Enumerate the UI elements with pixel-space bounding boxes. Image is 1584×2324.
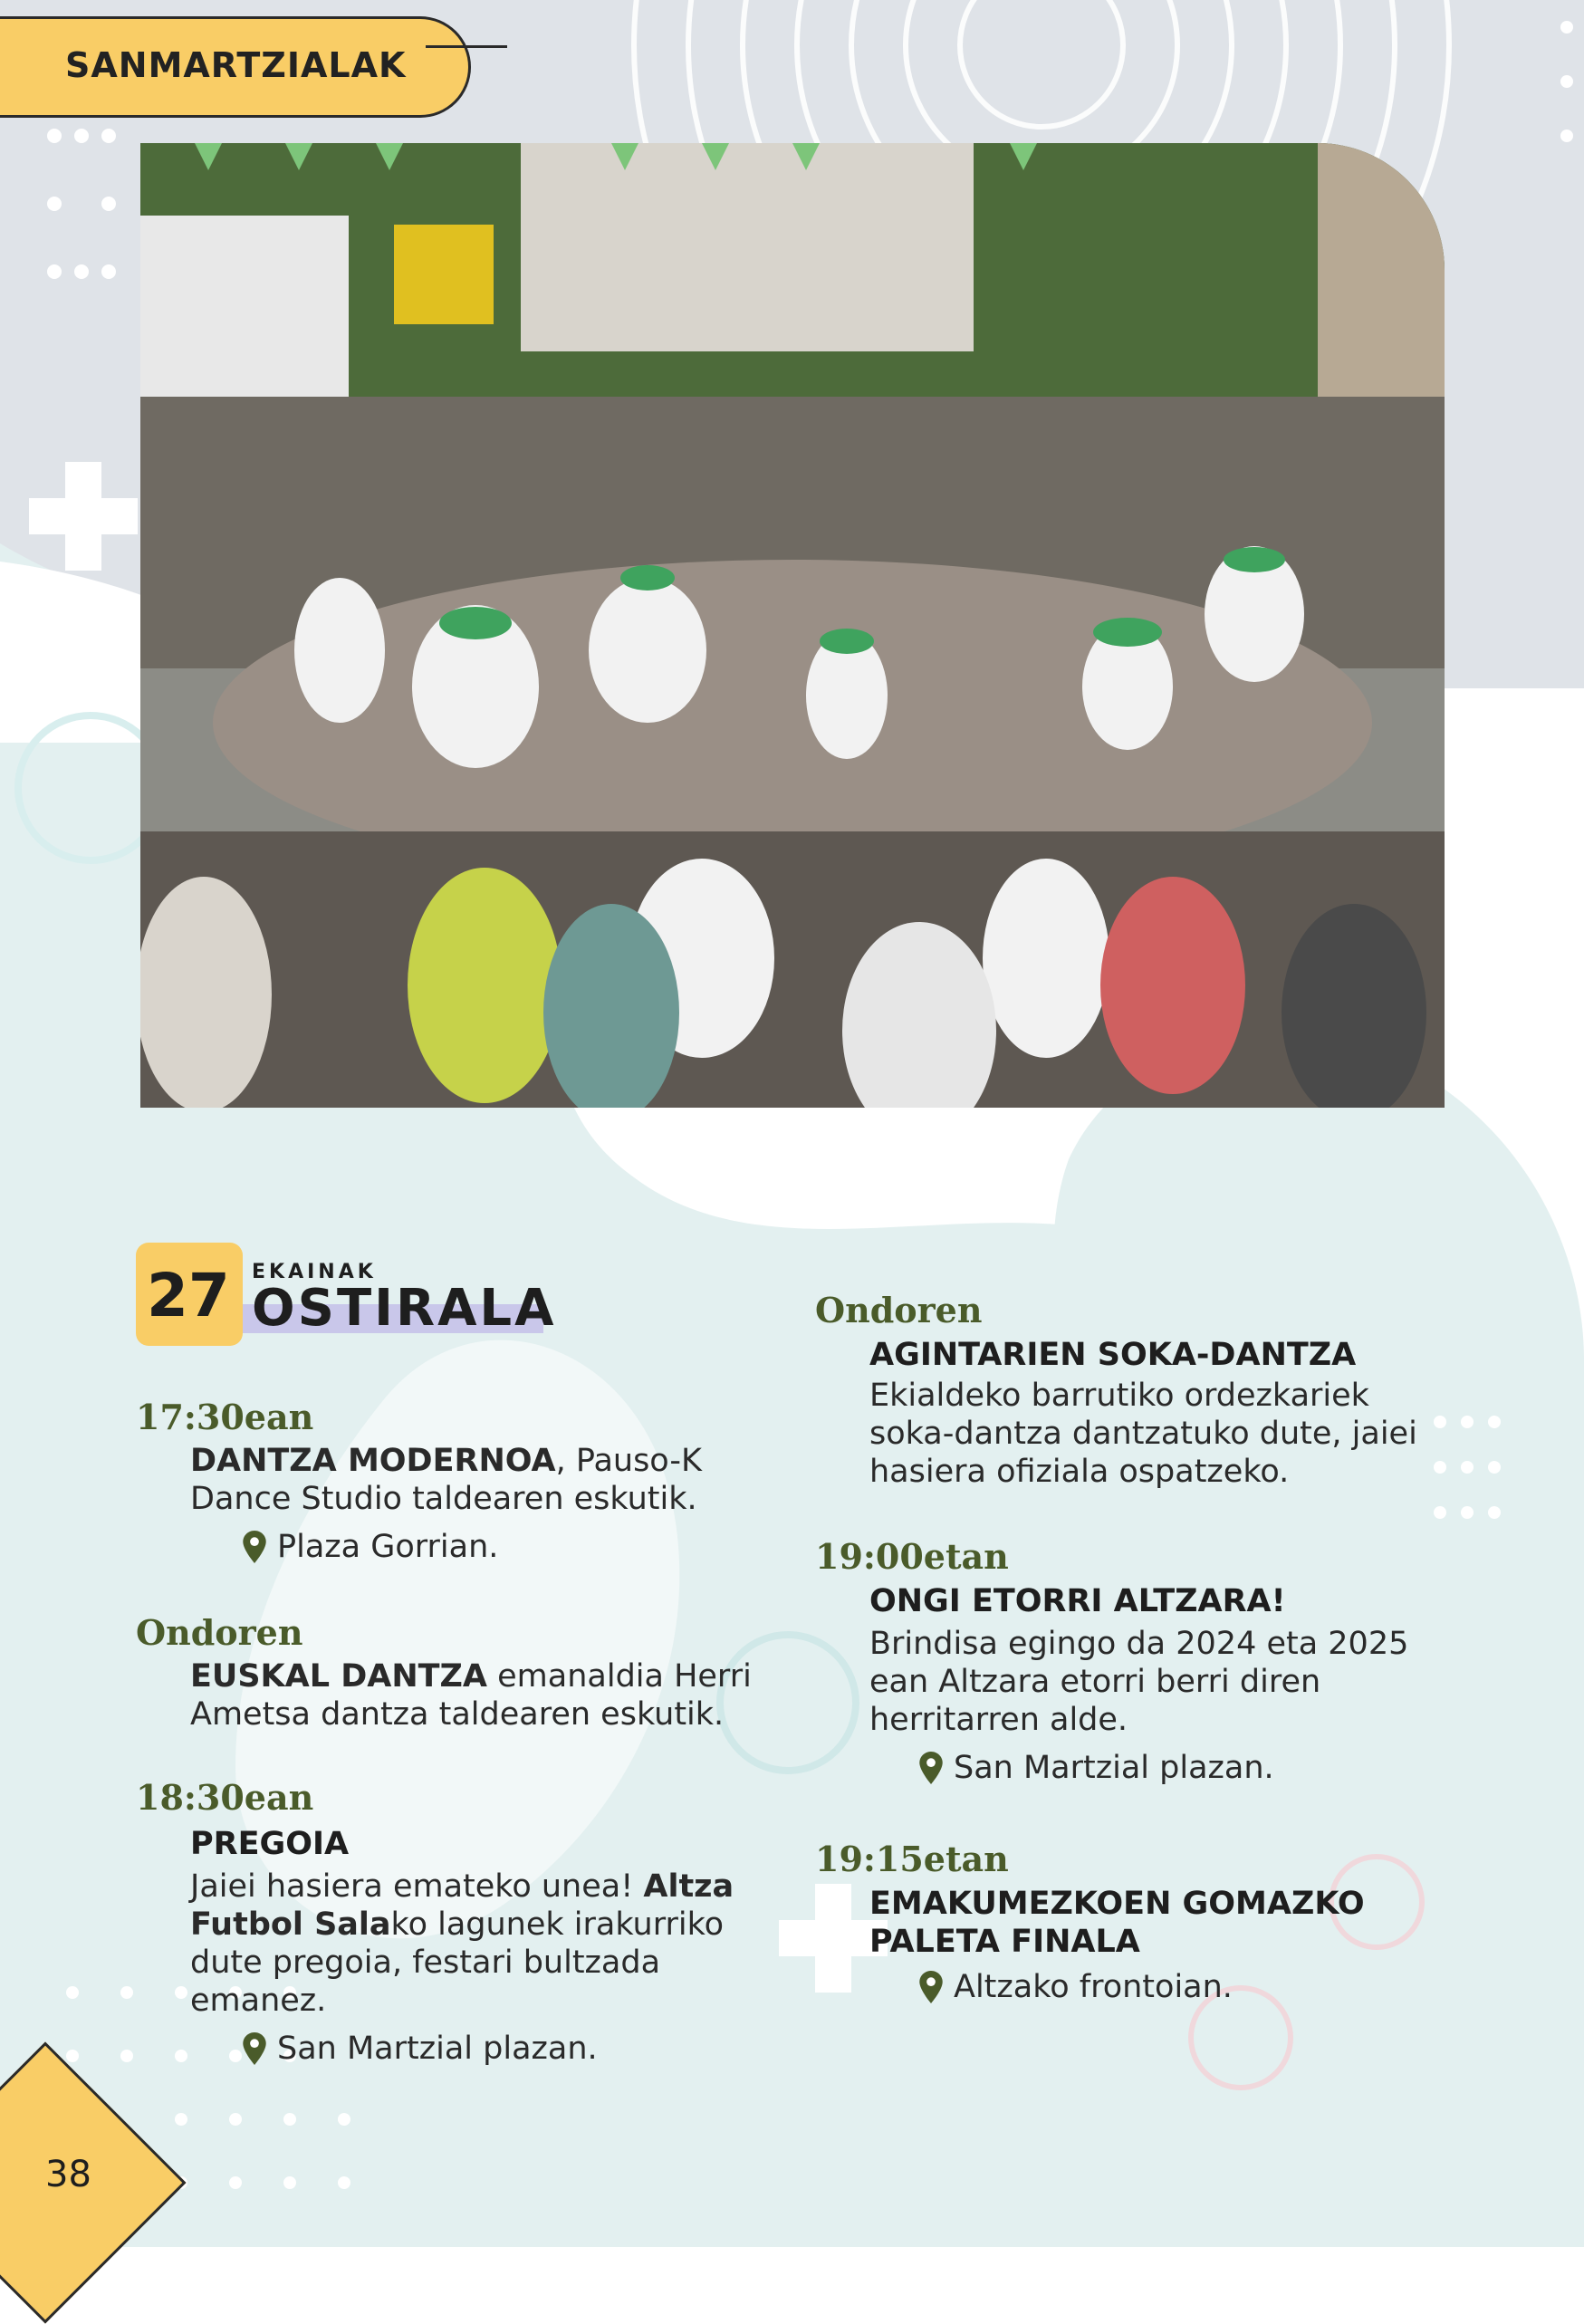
event-description: emanez. <box>190 1983 327 2019</box>
event-description <box>190 1906 724 1944</box>
location-text: San Martzial plazan. <box>954 1750 1274 1786</box>
event-description: herritarren alde. <box>869 1702 1128 1738</box>
event-title: ONGI ETORRI ALTZARA! <box>869 1583 1286 1619</box>
event-location <box>243 2031 598 2067</box>
event-text-bold: Futbol Sala <box>190 1906 391 1943</box>
event-description: Brindisa egingo da 2024 eta 2025 <box>869 1626 1409 1662</box>
event-description: Dance Studio taldearen eskutik. <box>190 1481 697 1517</box>
event-description: Ametsa dantza taldearen eskutik. <box>190 1696 725 1733</box>
day-number: 27 <box>147 1261 230 1330</box>
location-pin-icon <box>919 1752 943 1784</box>
event-description <box>190 1657 752 1695</box>
location-text: Plaza Gorrian. <box>277 1529 499 1565</box>
event-time: Ondoren <box>815 1290 983 1330</box>
event-description: hasiera ofiziala ospatzeko. <box>869 1454 1290 1490</box>
event-time: 18:30ean <box>136 1777 314 1818</box>
event-description: dute pregoia, festari bultzada <box>190 1945 661 1981</box>
event-location <box>919 1969 1233 2005</box>
event-title: EUSKAL DANTZA <box>190 1658 488 1695</box>
weekday-label: OSTIRALA <box>252 1279 557 1338</box>
event-location <box>243 1529 498 1565</box>
event-description: soka-dantza dantzatuko dute, jaiei <box>869 1416 1417 1452</box>
month-label: EKAINAK <box>252 1261 377 1283</box>
location-pin-icon <box>243 1531 266 1563</box>
event-title: PREGOIA <box>190 1826 350 1862</box>
location-pin-icon <box>919 1971 943 2003</box>
page-number: 38 <box>45 2154 91 2195</box>
event-text: Jaiei hasiera emateko unea! <box>190 1868 644 1905</box>
event-title: AGINTARIEN SOKA-DANTZA <box>869 1337 1357 1373</box>
event-description: ean Altzara etorri berri diren <box>869 1664 1321 1700</box>
header-divider <box>426 45 507 48</box>
section-title: SANMARTZIALAK <box>65 45 407 85</box>
event-title: PALETA FINALA <box>869 1924 1140 1960</box>
location-pin-icon <box>243 2032 266 2065</box>
event-text: emanaldia Herri <box>487 1658 752 1695</box>
event-time: 19:15etan <box>815 1839 1009 1879</box>
event-description <box>190 1442 702 1480</box>
location-text: Altzako frontoian. <box>954 1969 1233 2005</box>
event-photo <box>140 143 1445 1108</box>
event-time: 19:00etan <box>815 1536 1009 1577</box>
location-text: San Martzial plazan. <box>277 2031 598 2067</box>
event-text: , Pauso-K <box>555 1443 702 1479</box>
event-time: 17:30ean <box>136 1397 314 1437</box>
event-title: DANTZA MODERNOA <box>190 1443 556 1479</box>
event-time: Ondoren <box>136 1612 303 1653</box>
event-text: ko lagunek irakurriko <box>390 1906 725 1943</box>
event-title: EMAKUMEZKOEN GOMAZKO <box>869 1886 1365 1922</box>
event-location <box>919 1750 1274 1786</box>
event-description: Ekialdeko barrutiko ordezkariek <box>869 1378 1369 1414</box>
event-description <box>190 1868 734 1906</box>
event-text-bold: Altza <box>643 1868 734 1905</box>
